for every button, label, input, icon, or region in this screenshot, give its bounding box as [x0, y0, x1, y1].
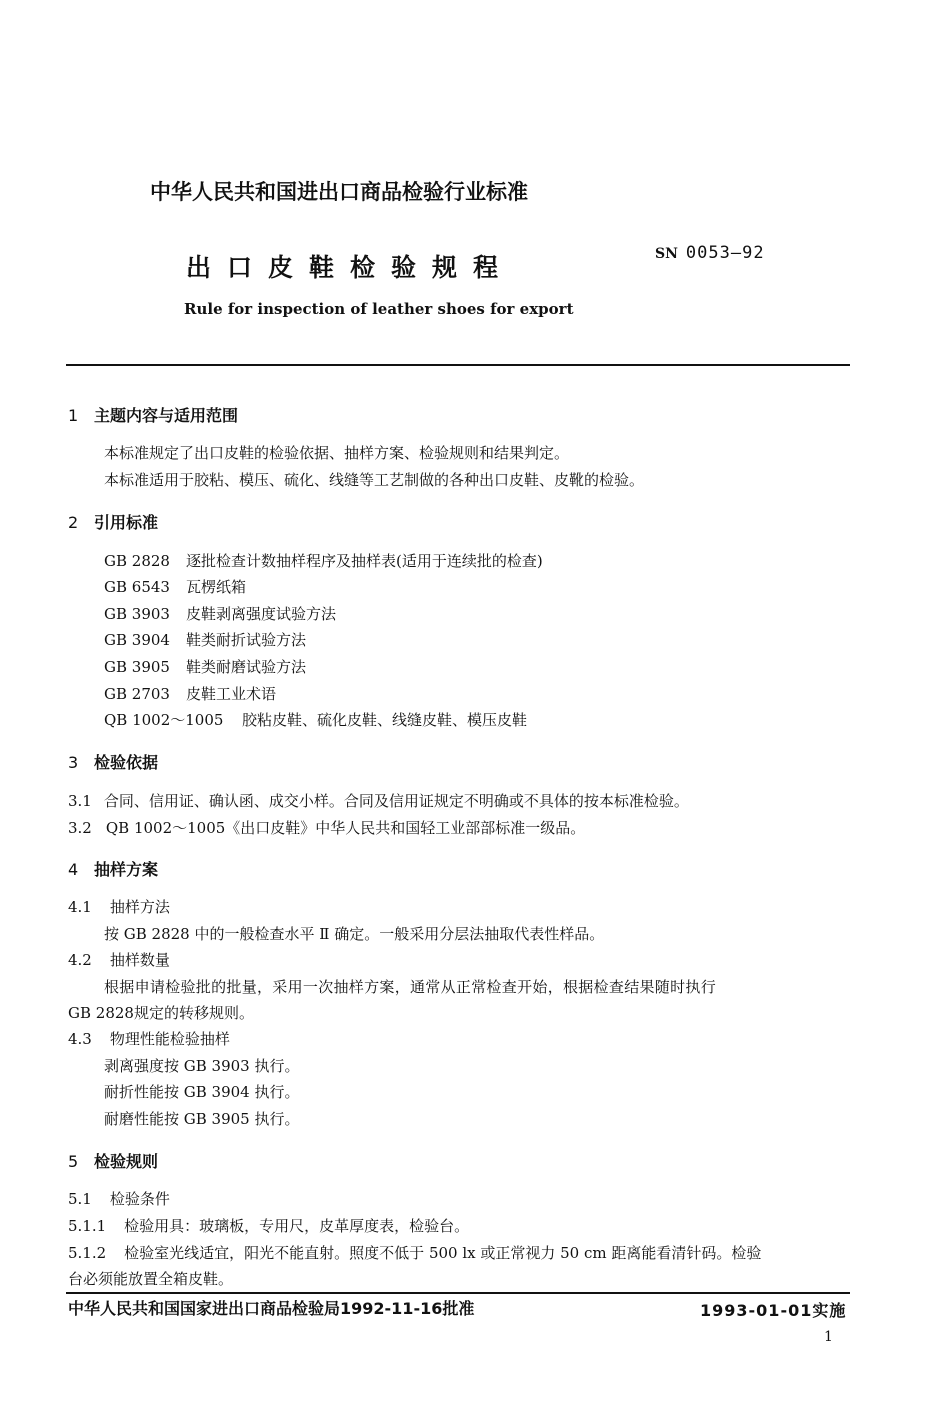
reference-name: 胶粘皮鞋、硫化皮鞋、线缝皮鞋、模压皮鞋: [242, 711, 528, 729]
clause-4-3-heading: [68, 1028, 230, 1049]
paragraph: 根据申请检验批的批量，采用一次抽样方案，通常从正常检查开始，根据检查结果随时执行: [104, 978, 717, 996]
reference-name: 皮鞋工业术语: [186, 685, 277, 703]
clause-text: QB 1002～1005《出口皮鞋》中华人民共和国轻工业部部标准一级品。: [105, 819, 586, 837]
list-item: 耐磨性能按 GB 3905 执行。: [104, 1110, 300, 1128]
reference-name: 瓦楞纸箱: [186, 578, 247, 596]
reference-code: GB 3903: [104, 605, 170, 623]
standard-prefix: SN: [655, 246, 678, 262]
reference-item: [104, 576, 246, 597]
paragraph: GB 2828规定的转移规则。: [68, 1004, 254, 1022]
section-number: 1: [68, 406, 79, 425]
clause-number: 3.2: [68, 819, 92, 837]
list-item: 剥离强度按 GB 3903 执行。: [104, 1057, 300, 1075]
clause-text: 合同、信用证、确认函、成交小样。合同及信用证规定不明确或不具体的按本标准检验。: [103, 792, 689, 810]
clause-title: 物理性能检验抽样: [109, 1030, 230, 1048]
clause-number: 3.1: [68, 792, 92, 810]
reference-item: [104, 656, 306, 677]
reference-name: 逐批检查计数抽样程序及抽样表(适用于连续批的检查): [186, 552, 543, 570]
paragraph: 本标准适用于胶粘、模压、硫化、线缝等工艺制做的各种出口皮鞋、皮靴的检验。: [104, 471, 645, 489]
clause-number: 4.3: [68, 1030, 92, 1048]
section-3-heading: [68, 750, 158, 773]
reference-name: 鞋类耐磨试验方法: [186, 658, 307, 676]
clause-number: 4.1: [68, 898, 92, 916]
clause-4-2-heading: [68, 949, 170, 970]
section-title: 引用标准: [94, 513, 159, 532]
reference-item: [104, 709, 527, 730]
clause-number: 5.1.2: [68, 1244, 107, 1262]
reference-code: GB 2828: [104, 552, 170, 570]
reference-name: 鞋类耐折试验方法: [186, 631, 307, 649]
clause-text: 检验用具：玻璃板，专用尺，皮革厚度表，检验台。: [124, 1217, 470, 1235]
footer-rule: [66, 1292, 850, 1294]
reference-code: GB 6543: [104, 578, 170, 596]
reference-item: [104, 550, 543, 571]
reference-code: GB 2703: [104, 685, 170, 703]
clause-number: 4.2: [68, 951, 92, 969]
reference-item: [104, 603, 336, 624]
paragraph: 台必须能放置全箱皮鞋。: [68, 1270, 234, 1288]
clause-number: 5.1: [68, 1190, 92, 1208]
paragraph: 按 GB 2828 中的一般检查水平 Ⅱ 确定。一般采用分层法抽取代表性样品。: [104, 925, 605, 943]
paragraph: 本标准规定了出口皮鞋的检验依据、抽样方案、检验规则和结果判定。: [104, 444, 570, 462]
clause-5-1-heading: [68, 1188, 170, 1209]
org-title: 中华人民共和国进出口商品检验行业标准: [150, 180, 528, 204]
clause-4-1-heading: [68, 896, 170, 917]
clause-title: 抽样方法: [109, 898, 170, 916]
clause-5-1-1: [68, 1215, 469, 1236]
section-title: 主题内容与适用范围: [94, 406, 239, 425]
clause-3-2: [68, 817, 585, 838]
header-rule: [66, 364, 850, 366]
section-4-heading: [68, 857, 158, 880]
section-5-heading: [68, 1149, 158, 1172]
standard-code: [655, 243, 765, 263]
clause-5-1-2: [68, 1242, 761, 1263]
reference-code: QB 1002～1005: [104, 711, 224, 729]
section-title: 检验依据: [94, 753, 159, 772]
clause-number: 5.1.1: [68, 1217, 107, 1235]
approval-line: 中华人民共和国国家进出口商品检验局1992-11-16批准: [68, 1299, 475, 1318]
clause-3-1: [68, 790, 689, 811]
section-2-heading: [68, 510, 158, 533]
page-number: 1: [824, 1329, 833, 1345]
doc-title: 出口皮鞋检验规程: [186, 253, 515, 282]
section-number: 5: [68, 1152, 79, 1171]
section-1-heading: [68, 403, 238, 426]
effective-date: 1993-01-01实施: [700, 1301, 847, 1320]
section-number: 4: [68, 860, 79, 879]
section-number: 2: [68, 513, 79, 532]
reference-code: GB 3905: [104, 658, 170, 676]
reference-item: [104, 629, 306, 650]
reference-code: GB 3904: [104, 631, 170, 649]
section-title: 抽样方案: [94, 860, 159, 879]
clause-text: 检验室光线适宜，阳光不能直射。照度不低于 500 lx 或正常视力 50 cm 距离能看清针码。检验: [124, 1244, 762, 1262]
clause-title: 检验条件: [109, 1190, 170, 1208]
english-title: Rule for inspection of leather shoes for export: [184, 300, 574, 318]
section-title: 检验规则: [94, 1152, 159, 1171]
section-number: 3: [68, 753, 79, 772]
standard-number: 0053—92: [685, 243, 765, 263]
reference-name: 皮鞋剥离强度试验方法: [186, 605, 337, 623]
reference-item: [104, 683, 276, 704]
clause-title: 抽样数量: [109, 951, 170, 969]
list-item: 耐折性能按 GB 3904 执行。: [104, 1083, 300, 1101]
